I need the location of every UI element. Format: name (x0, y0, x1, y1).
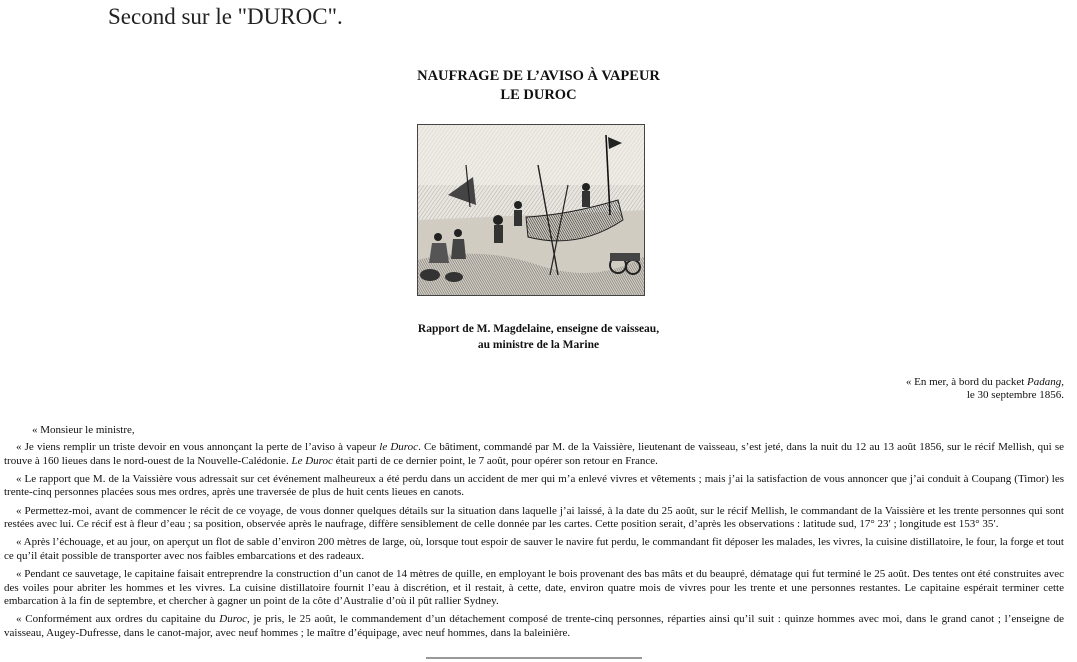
p6-ship-name: Duroc (219, 613, 247, 626)
report-heading-line-2: au ministre de la Marine (477, 339, 600, 351)
p1-text-c: . Ce bâtiment, commandé par M. de la Vaissière, lieutenant de vaisseau, s’est jeté, dans la nuit du 12 au 13 août 1856, sur le récif Mellish, qui se trouve à 160 lieues dans le nord-ouest de la Nouvelle-Calédonie. (4, 441, 1064, 467)
p6-text-c: , je pris, le 25 août, le commandement d’un détachement composé de trente-cinq personnes, réparties ainsi qu’il suit : quinze hommes avec moi, dans le grand canot ; l’enseigne de vaisseau, Augey-Dufresse, dans le canot-major, avec neuf hommes ; le maître d’équipage, avec neuf hommes, dans la baleinière. (4, 613, 1064, 639)
paragraph-6 (4, 613, 1064, 640)
letter-body (4, 441, 1064, 645)
paragraph-2: « Le rapport que M. de la Vaissière vous adressait sur cet événement malheureux a été perdu dans un accident de mer qui m’a enlevé vivres et vêtements ; mais j’ai la satisfaction de vous annoncer que j’ai conduit à Coupang (Timor) les trente-cinq personnes placées sous mes ordres, après une traversée de plus de huit cents lieues en canots. (4, 472, 1064, 499)
title-line-2: LE DUROC (500, 87, 577, 103)
dateline-ship-name: Padang (1027, 376, 1062, 388)
p1-ship-name-2: Le Duroc (291, 454, 333, 467)
shipwreck-engraving-drawing (418, 125, 645, 296)
report-heading-line-1: Rapport de M. Magdelaine, enseigne de vaisseau, (417, 323, 660, 335)
dateline-suffix: , (1061, 376, 1064, 388)
dateline (906, 376, 1064, 402)
report-heading (0, 321, 1077, 353)
dateline-prefix: « En mer, à bord du packet (905, 376, 1028, 388)
p1-text-a: « Je viens remplir un triste devoir en vous annonçant la perte de l’aviso à vapeur (16, 441, 380, 453)
page-bottom-rule (426, 657, 642, 659)
dateline-date: le 30 septembre 1856. (966, 389, 1064, 401)
dateline-place (906, 376, 1064, 389)
p1-text-e: était parti de ce dernier point, le 7 août, pour opérer son retour en France. (332, 454, 658, 467)
document-title (0, 67, 1077, 105)
salutation: « Monsieur le ministre, (32, 424, 135, 436)
paragraph-4: « Après l’échouage, et au jour, on aperçut un flot de sable d’environ 200 mètres de large, où, lorsque tout espoir de sauver le navire fut perdu, le commandant fit déposer les malades, les vivres, la cuisine distillatoire, le four, la forge et tout ce qu’il était possible de transporter avec nos faibles embarcations et des radeaux. (4, 536, 1064, 562)
page-header: Second sur le "DUROC". (108, 4, 343, 29)
title-line-1: NAUFRAGE DE L’AVISO À VAPEUR (417, 68, 660, 84)
shipwreck-engraving (417, 124, 645, 296)
paragraph-5: « Pendant ce sauvetage, le capitaine faisait entreprendre la construction d’un canot de 14 mètres de quille, en employant le bois provenant des bas mâts et du beaupré, dématage qui fut terminé le 25 août. Des tentes ont été construites avec des voiles pour abriter les hommes et les vivres. La cuisine distillatoire fournit l’eau à discrétion, et il restait, à cette, date, environ quatre mois de vivres pour les trente et une personnes restantes. Le capitaine espérait terminer cette embarcation à la fin de septembre, et chercher à gagner un point de la côte d’Australie d’où il pût rallier Sydney. (4, 568, 1064, 608)
paragraph-1 (4, 441, 1064, 468)
paragraph-3: « Permettez-moi, avant de commencer le récit de ce voyage, de vous donner quelques détails sur la situation dans laquelle j’ai laissé, à la date du 25 août, sur le récif Mellish, le commandant de la Vaissière et les trente personnes qui sont restées avec lui. Ce récif est à fleur d’eau ; sa position, observée après le naufrage, diffère sensiblement de celle donnée par les cartes. Cette position serait, d’après les observations : latitude sud, 17° 23′ ; longitude est 153° 35′. (4, 504, 1064, 531)
p6-text-a: « Conformément aux ordres du capitaine du (16, 613, 220, 626)
p1-ship-name: le Duroc (379, 441, 419, 453)
